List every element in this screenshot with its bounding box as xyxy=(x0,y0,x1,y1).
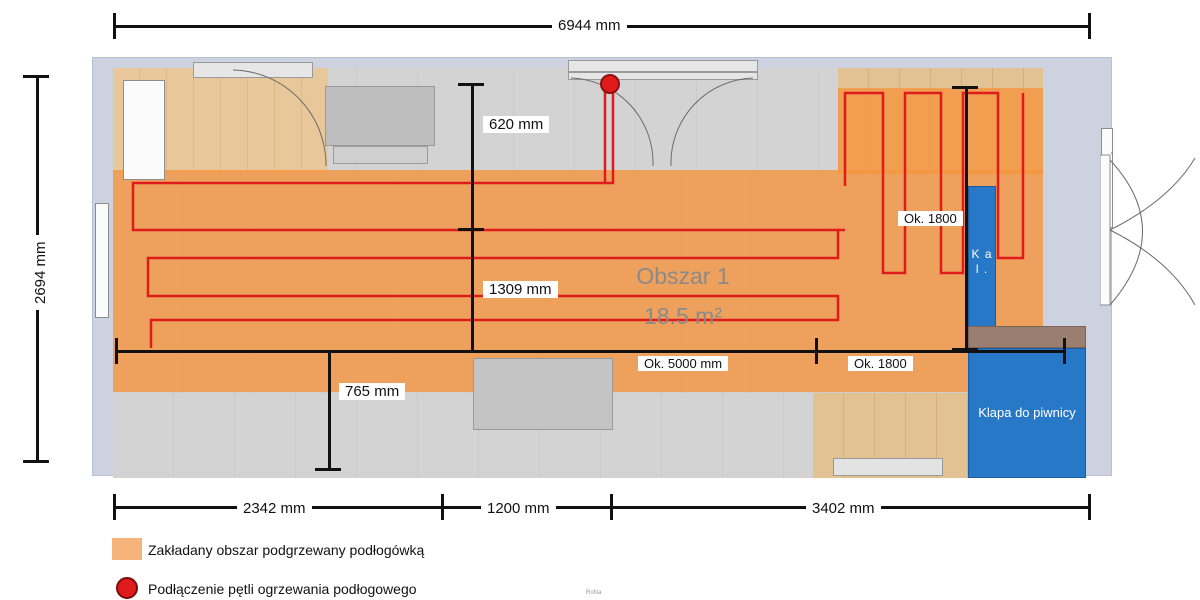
dim-765-label: 765 mm xyxy=(339,383,405,400)
dim-left-tick-top xyxy=(23,75,49,78)
dim-620-tick-top xyxy=(458,83,484,86)
dim-5000-tick-left xyxy=(115,338,118,364)
dim-620-line xyxy=(471,83,474,228)
loop-connection-point xyxy=(600,74,620,94)
area-name: Obszar 1 xyxy=(636,263,730,289)
dim-bottom-tick-1 xyxy=(113,494,116,520)
dim-765-line xyxy=(328,350,331,468)
legend-text-connection: Podłączenie pętli ogrzewania podłogowego xyxy=(148,581,417,597)
dim-1309-label: 1309 mm xyxy=(483,281,558,298)
legend-orange-swatch xyxy=(112,538,142,560)
area-value: 18.5 m² xyxy=(644,303,722,329)
dim-1800-bottom-line xyxy=(815,350,1065,353)
floor-plan xyxy=(92,57,1112,476)
dim-bottom-label-2: 1200 mm xyxy=(481,500,556,517)
dim-765-tick-bottom xyxy=(315,468,341,471)
dim-5000-label: Ok. 5000 mm xyxy=(638,356,728,371)
klapa-do-piwnicy: Klapa do piwnicy xyxy=(968,348,1086,478)
dim-bottom-tick-2 xyxy=(441,494,444,520)
dim-left-tick-bottom xyxy=(23,460,49,463)
dim-top-label: 6944 mm xyxy=(552,17,627,34)
dim-1800-bottom-tick-right xyxy=(1063,338,1066,364)
dim-top-tick-left xyxy=(113,13,116,39)
dim-1309-line xyxy=(471,228,474,350)
legend-text-heated: Zakładany obszar podgrzewany podłogówką xyxy=(148,542,425,558)
dim-bottom-tick-3 xyxy=(610,494,613,520)
exterior-door-swing xyxy=(1100,150,1200,330)
legend-red-dot-icon xyxy=(116,577,138,599)
dim-top-tick-right xyxy=(1088,13,1091,39)
dim-bottom-tick-4 xyxy=(1088,494,1091,520)
klapa-top-strip xyxy=(968,326,1086,348)
dim-620-label: 620 mm xyxy=(483,116,549,133)
footnote: RoNa xyxy=(586,590,602,596)
dim-1800-right-line xyxy=(965,86,968,348)
dim-bottom-label-3: 3402 mm xyxy=(806,500,881,517)
dim-left-label: 2694 mm xyxy=(32,235,49,310)
dim-bottom-label-1: 2342 mm xyxy=(237,500,312,517)
kal-label: K a l . xyxy=(968,186,996,338)
dim-1800-right-label: Ok. 1800 xyxy=(898,211,963,226)
dim-1800-right-tick-top xyxy=(952,86,978,89)
dim-1800-bottom-label: Ok. 1800 xyxy=(848,356,913,371)
dim-5000-line xyxy=(115,350,815,353)
